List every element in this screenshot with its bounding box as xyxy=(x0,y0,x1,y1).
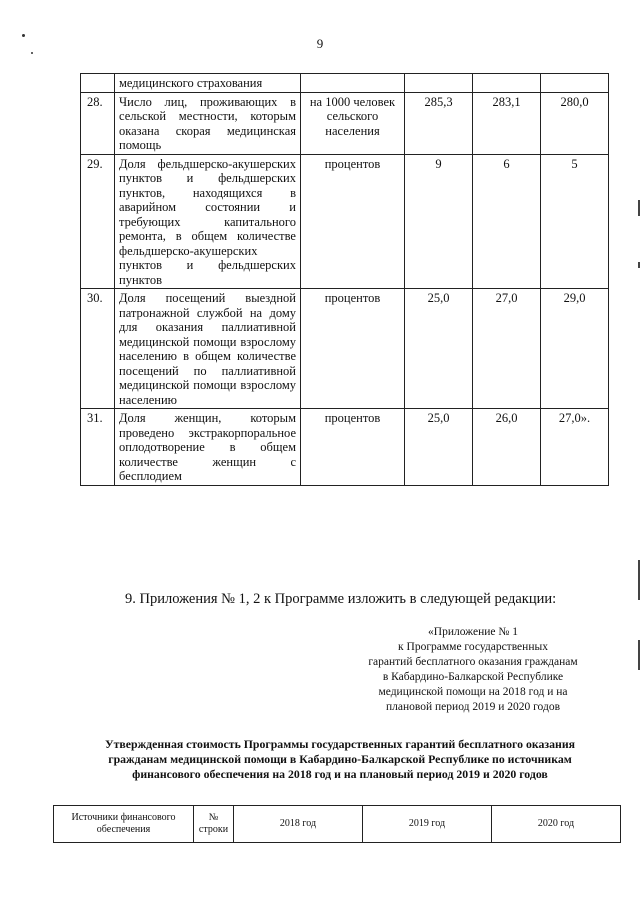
header-year-2018: 2018 год xyxy=(234,806,363,843)
value-2020 xyxy=(541,74,609,93)
header-year-2019: 2019 год xyxy=(363,806,492,843)
financing-table xyxy=(53,805,621,843)
indicator-name: Доля посещений выездной патронажной службой на дому для оказания паллиативной медицинской помощи взрослому населению в общем количестве посещений по паллиативной медицинской помощи взрослому населению xyxy=(115,289,301,409)
scan-speck xyxy=(31,52,33,54)
appendix-line: медицинской помощи на 2018 год и на xyxy=(378,686,568,698)
title-line: гражданам медицинской помощи в Кабардино-Балкарской Республике по источникам xyxy=(108,752,572,766)
header-year-2020: 2020 год xyxy=(492,806,621,843)
value-2019 xyxy=(473,74,541,93)
table-row xyxy=(81,289,609,409)
unit-of-measure xyxy=(301,74,405,93)
row-number: 28. xyxy=(81,92,115,154)
unit-of-measure: процентов xyxy=(301,409,405,486)
row-number: 30. xyxy=(81,289,115,409)
value-2018: 285,3 xyxy=(405,92,473,154)
unit-of-measure: процентов xyxy=(301,289,405,409)
table-row xyxy=(81,92,609,154)
appendix-reference xyxy=(343,625,603,715)
table-row xyxy=(81,154,609,289)
value-2019: 26,0 xyxy=(473,409,541,486)
appendix-line: к Программе государственных xyxy=(398,641,548,653)
row-number: 31. xyxy=(81,409,115,486)
unit-of-measure: на 1000 человек сельского населения xyxy=(301,92,405,154)
value-2018: 25,0 xyxy=(405,409,473,486)
indicator-name: медицинского страхования xyxy=(115,74,301,93)
value-2018 xyxy=(405,74,473,93)
row-number: 29. xyxy=(81,154,115,289)
row-number xyxy=(81,74,115,93)
title-line: финансового обеспечения на 2018 год и на плановый период 2019 и 2020 годов xyxy=(132,767,548,781)
appendix-line: плановой период 2019 и 2020 годов xyxy=(386,701,560,713)
value-2019: 6 xyxy=(473,154,541,289)
header-row-number-line: строки xyxy=(198,824,229,835)
title-line: Утвержденная стоимость Программы государственных гарантий бесплатного оказания xyxy=(104,737,575,751)
indicators-table xyxy=(80,73,609,486)
appendix-line: в Кабардино-Балкарской Республике xyxy=(382,671,564,683)
financing-header-row xyxy=(54,806,621,843)
value-2020: 29,0 xyxy=(541,289,609,409)
header-row-number-line: № xyxy=(208,812,219,823)
value-2018: 9 xyxy=(405,154,473,289)
header-source: Источники финансового обеспечения xyxy=(54,806,194,843)
approved-cost-title xyxy=(60,737,620,782)
indicator-name: Доля фельдшерско-акушерских пунктов и фельдшерских пунктов, находящихся в аварийном состоянии и требующих капитального ремонта, в общем количестве фельдшерско-акушерских пунктов и фельдшерских пунктов xyxy=(115,154,301,289)
header-row-number xyxy=(194,806,234,843)
appendix-line: гарантий бесплатного оказания гражданам xyxy=(368,656,578,668)
page-number: 9 xyxy=(316,36,324,51)
table-row xyxy=(81,74,609,93)
value-2020: 27,0». xyxy=(541,409,609,486)
value-2018: 25,0 xyxy=(405,289,473,409)
table-row xyxy=(81,409,609,486)
section-9-text: 9. Приложения № 1, 2 к Программе изложить в следующей редакции: xyxy=(125,591,557,607)
value-2020: 5 xyxy=(541,154,609,289)
value-2020: 280,0 xyxy=(541,92,609,154)
indicators-table-body xyxy=(81,74,609,486)
value-2019: 283,1 xyxy=(473,92,541,154)
appendix-line: «Приложение № 1 xyxy=(428,626,518,638)
value-2019: 27,0 xyxy=(473,289,541,409)
indicator-name: Число лиц, проживающих в сельской местности, которым оказана скорая медицинская помощь xyxy=(115,92,301,154)
unit-of-measure: процентов xyxy=(301,154,405,289)
indicator-name: Доля женщин, которым проведено экстракорпоральное оплодотворение в общем количестве женщин с бесплодием xyxy=(115,409,301,486)
